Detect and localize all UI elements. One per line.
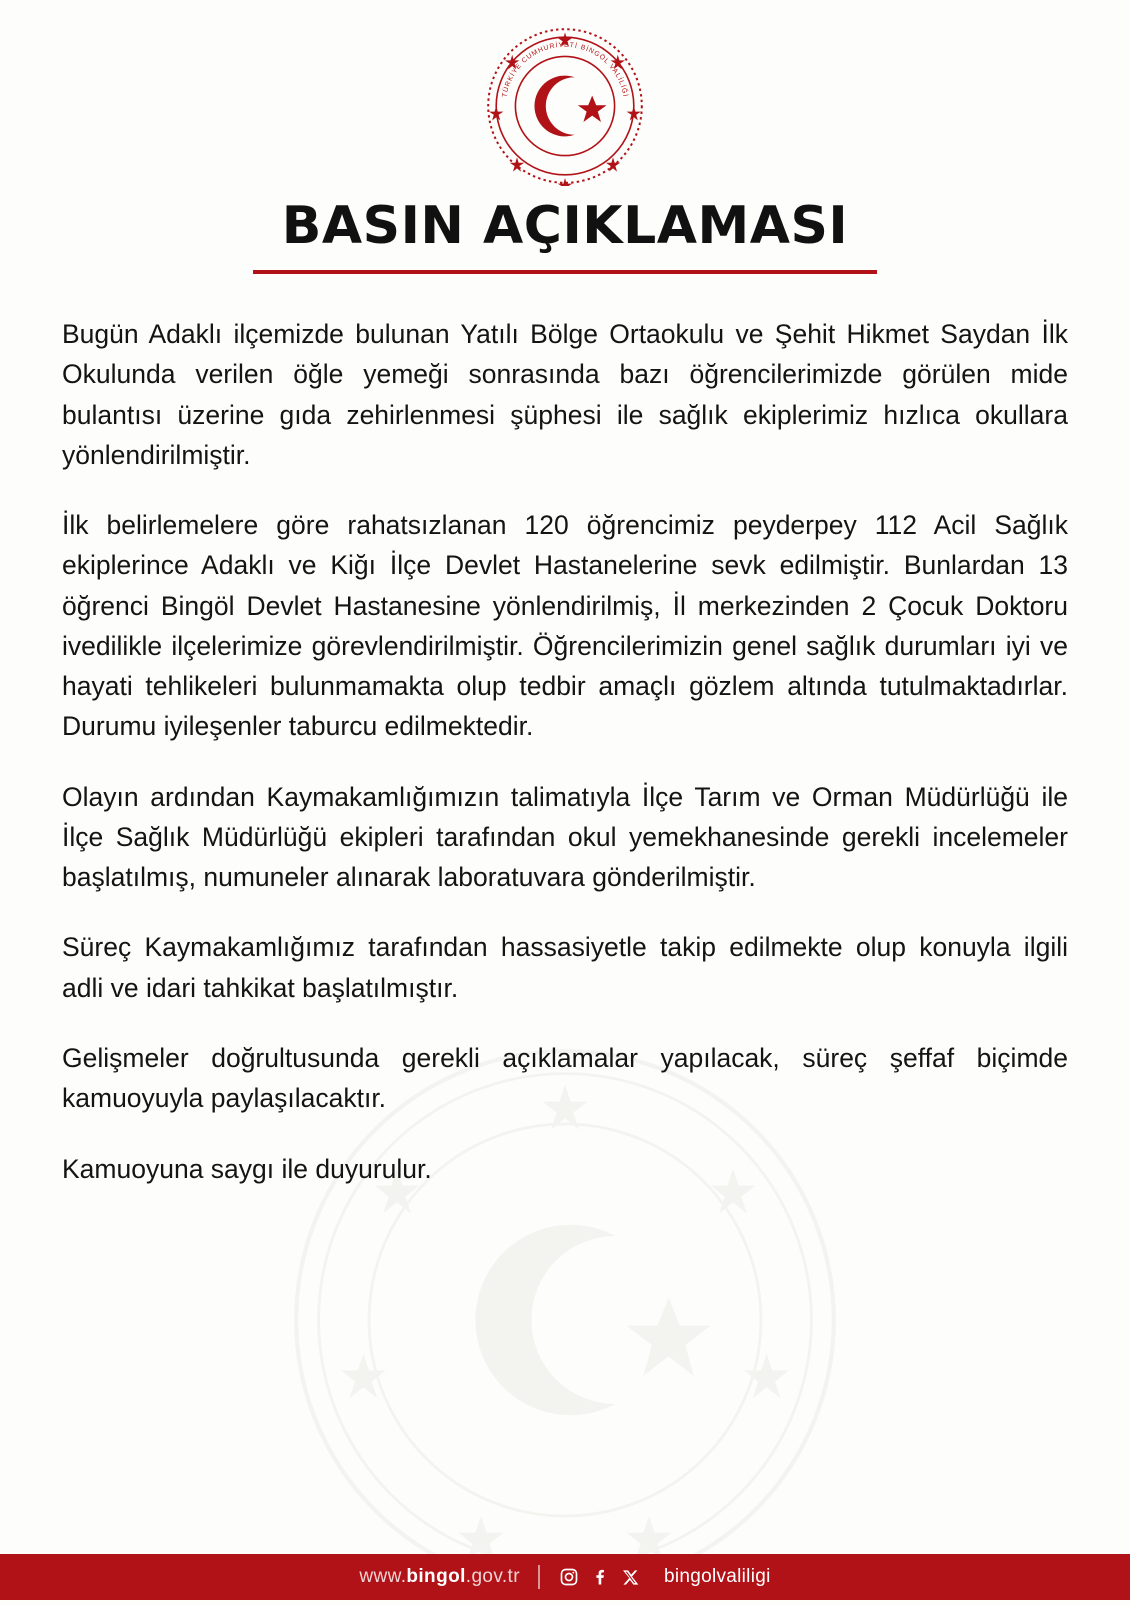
website-prefix: www. [359,1566,407,1587]
paragraph-4: Süreç Kaymakamlığımız tarafından hassasiyetle takip edilmekte olup konuyla ilgili adli ve idari tahkikat başlatılmıştır. [62,932,1068,1003]
paragraph-6: Kamuoyuna saygı ile duyurulur. [62,1153,432,1184]
website-suffix: .gov.tr [465,1566,520,1587]
paragraph-2: İlk belirlemelere göre rahatsızlanan 120 öğrencimiz peyderpey 112 Acil Sağlık ekiplerince Adaklı ve Kiğı İlçe Devlet Hastanelerine sevk edilmiştir. Bunlardan 13 öğrenci Bingöl Devlet Hastanesine yönlendirilmiş, İl merkezinden 2 Çocuk Doktoru ivedilikle ilçelerimize görevlendirilmiştir. Öğrencilerimizin genel sağlık durumları iyi ve hayati tehlikeleri bulunmamakta olup tedbir amaçlı gözlem altında tutulmaktadırlar. Durumu iyileşenler taburcu edilmektedir. [62,510,1068,742]
paragraph-1: Bugün Adaklı ilçemizde bulunan Yatılı Bölge Ortaokulu ve Şehit Hikmet Saydan İlk Okulunda verilen öğle yemeği sonrasında bazı öğrencilerimizde görülen mide bulantısı üzerine gıda zehirlenmesi şüphesi ile sağlık ekiplerimiz hızlıca okullara yönlendirilmiştir. [62,319,1068,470]
announcement-body [62,314,1068,1189]
page-title: BASIN AÇIKLAMASI [281,196,849,256]
title-divider-container [62,270,1068,274]
facebook-icon[interactable] [589,1566,611,1588]
social-handle[interactable]: bingolvaliligi [663,1566,771,1587]
x-twitter-icon[interactable] [620,1566,642,1588]
title-divider [253,270,877,274]
instagram-icon[interactable] [558,1566,580,1588]
footer-separator [538,1565,540,1589]
svg-text:TÜRKİYE CUMHURİYETİ BİNGÖL VAL: TÜRKİYE CUMHURİYETİ BİNGÖL VALİLİĞİ [501,41,629,98]
website-url[interactable] [359,1566,520,1588]
turkish-republic-bingol-governorship-emblem-icon [485,26,645,186]
emblem-container [62,0,1068,186]
footer-bar [0,1554,1130,1600]
paragraph-3: Olayın ardından Kaymakamlığımızın talimatıyla İlçe Tarım ve Orman Müdürlüğü ile İlçe Sağlık Müdürlüğü ekipleri tarafından okul yemekhanesinde gerekli incelemeler başlatılmış, numuneler alınarak laboratuvara gönderilmiştir. [62,781,1068,893]
paragraph-5: Gelişmeler doğrultusunda gerekli açıklamalar yapılacak, süreç şeffaf biçimde kamuoyuyla paylaşılacaktır. [62,1042,1068,1114]
social-links [558,1566,642,1588]
website-brand: bingol [406,1566,466,1587]
